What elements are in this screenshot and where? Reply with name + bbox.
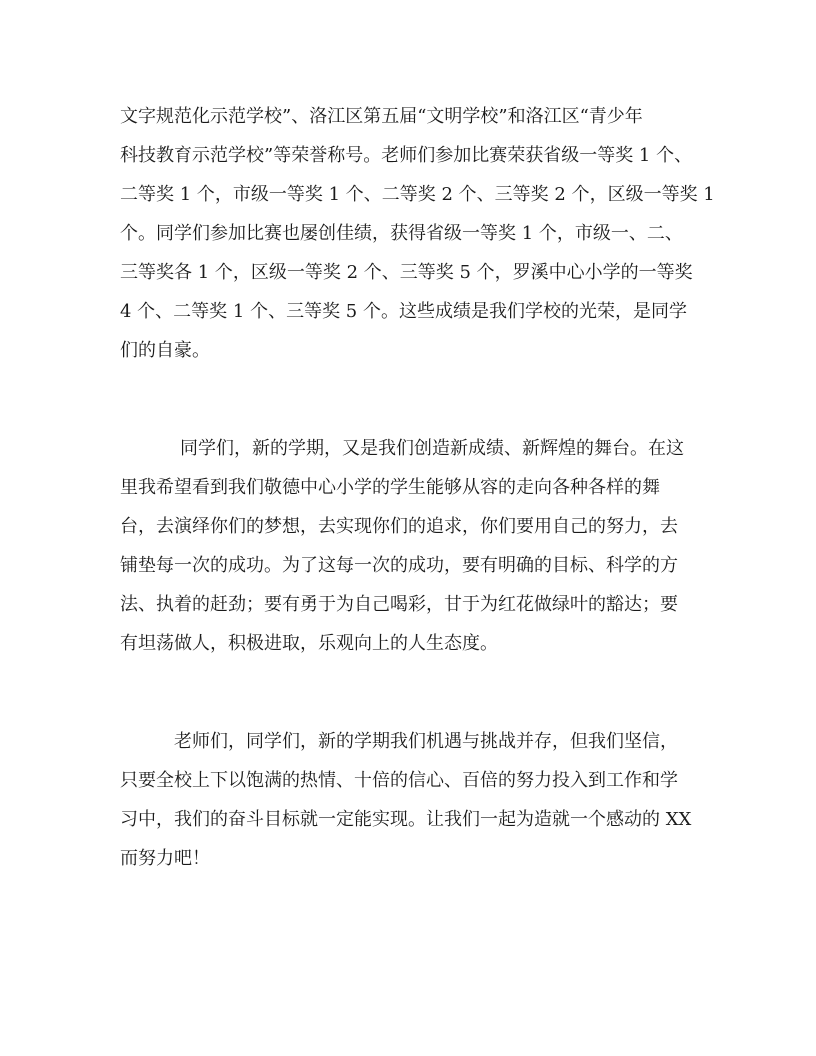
paragraph-line: 科技教育示范学校”等荣誉称号。老师们参加比赛荣获省级一等奖 1 个、 <box>120 145 693 166</box>
paragraph-line: 二等奖 1 个，市级一等奖 1 个、二等奖 2 个、三等奖 2 个，区级一等奖 1 <box>120 184 715 205</box>
paragraph-line: 文字规范化示范学校”、洛江区第五届“文明学校”和洛江区“青少年 <box>120 106 643 127</box>
paragraph-line: 而努力吧！ <box>120 848 210 869</box>
paragraph-line: 里我希望看到我们敬德中心小学的学生能够从容的走向各种各样的舞 <box>120 477 660 498</box>
paragraph-line: 4 个、二等奖 1 个、三等奖 5 个。这些成绩是我们学校的光荣，是同学 <box>120 301 687 322</box>
paragraph-line: 铺垫每一次的成功。为了这每一次的成功，要有明确的目标、科学的方 <box>120 555 678 576</box>
paragraph-line: 有坦荡做人，积极进取，乐观向上的人生态度。 <box>120 633 498 654</box>
paragraph-line: 习中，我们的奋斗目标就一定能实现。让我们一起为造就一个感动的 XX <box>120 809 692 830</box>
paragraph-line: 同学们，新的学期，又是我们创造新成绩、新辉煌的舞台。在这 <box>180 438 684 459</box>
paragraph-line: 台，去演绎你们的梦想，去实现你们的追求，你们要用自己的努力，去 <box>120 516 678 537</box>
paragraph-line: 法、执着的赶劲；要有勇于为自己喝彩，甘于为红花做绿叶的豁达；要 <box>120 594 678 615</box>
paragraph-line: 个。同学们参加比赛也屡创佳绩，获得省级一等奖 1 个，市级一、二、 <box>120 223 683 244</box>
paragraph-line: 们的自豪。 <box>120 340 210 361</box>
paragraph-line: 三等奖各 1 个，区级一等奖 2 个、三等奖 5 个，罗溪中心小学的一等奖 <box>120 262 693 283</box>
paragraph-line: 只要全校上下以饱满的热情、十倍的信心、百倍的努力投入到工作和学 <box>120 770 678 791</box>
paragraph-line: 老师们，同学们，新的学期我们机遇与挑战并存，但我们坚信， <box>174 731 678 752</box>
